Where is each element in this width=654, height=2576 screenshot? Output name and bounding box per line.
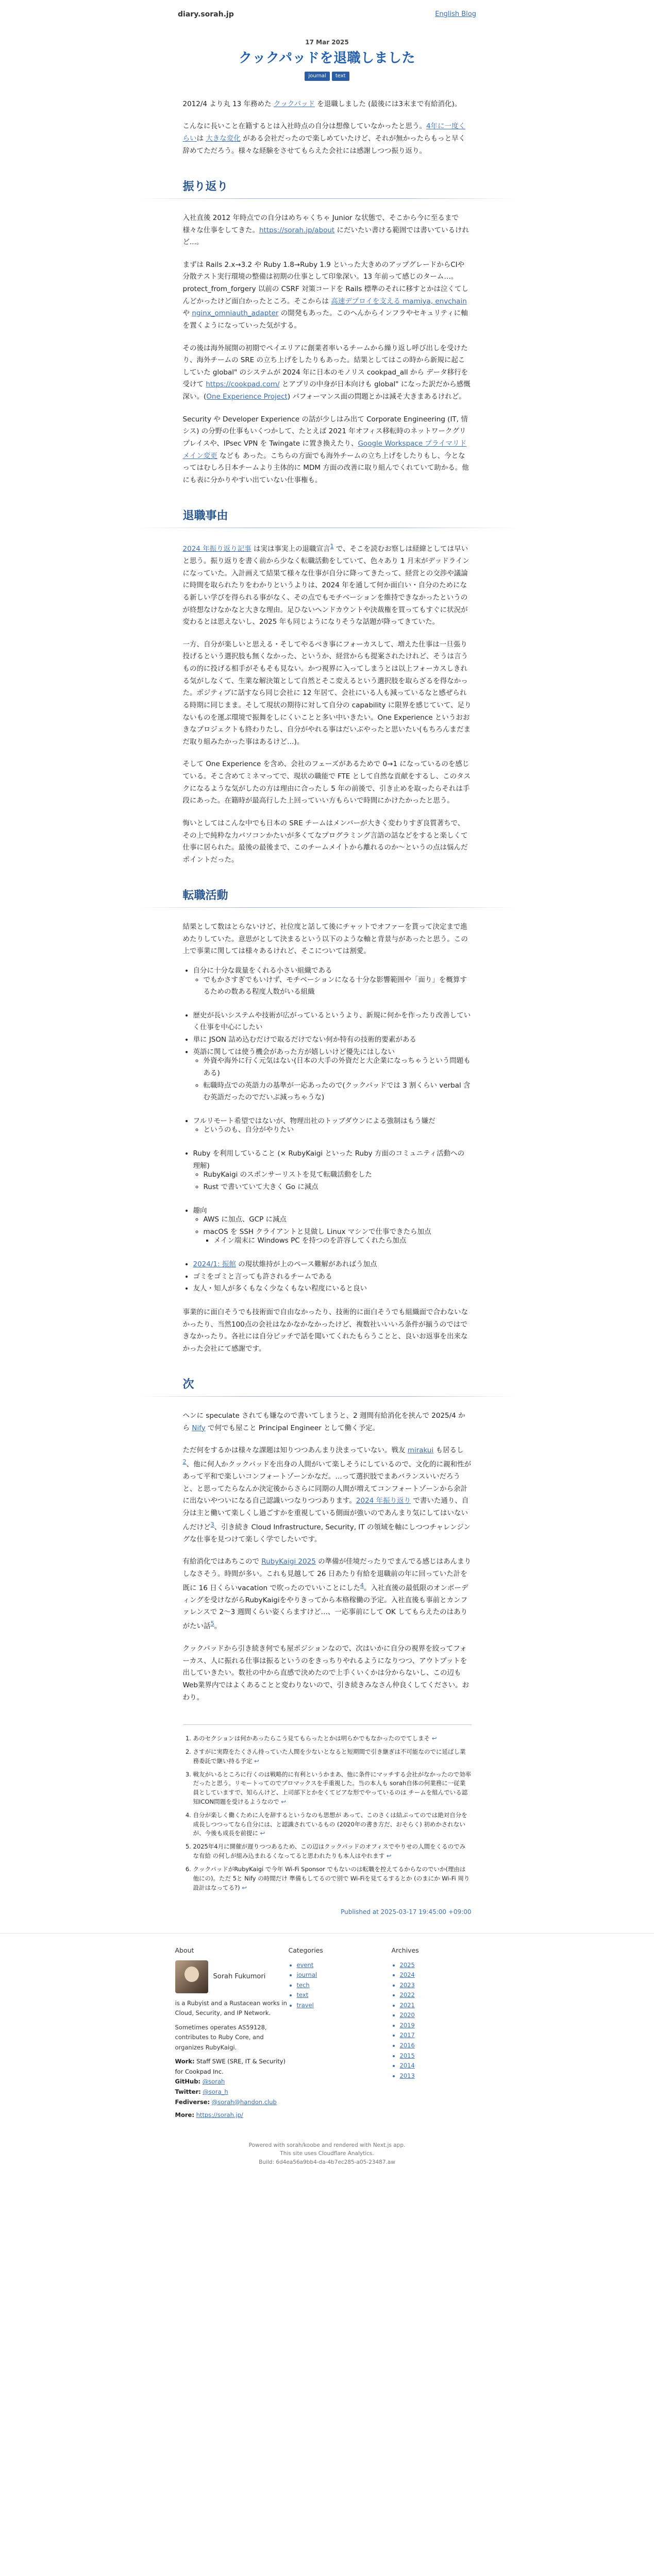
bullet-list	[193, 1124, 472, 1137]
paragraph: 2012/4 より丸 13 年務めた クックパッド を退職しました (最後には3末まで有給消化)。	[182, 99, 462, 108]
footnote-ref[interactable]	[183, 1459, 187, 1465]
category-item[interactable]	[297, 1980, 392, 1991]
about-heading: About	[175, 1946, 194, 1955]
archives-list	[392, 1960, 479, 2081]
fediverse-link[interactable]: @sorah@handon.club	[211, 2098, 277, 2106]
list-item: ◦ Rust で書いていて大きく Go に減点	[204, 1181, 472, 1194]
section-heading-block	[183, 889, 472, 908]
avatar	[175, 1960, 208, 1993]
archive-item[interactable]	[400, 2061, 479, 2071]
inline-link[interactable]: 大きな変化	[206, 134, 241, 143]
list-item: ◦ RubyKaigi のスポンサーリストを見て転職活動をした	[204, 1169, 472, 1181]
list-item: ◦ というのも、自分がやりたい	[204, 1124, 472, 1137]
paragraph: 有給消化ではあちこので RubyKaigi 2025 の準備が佳境だったりでまんでる感じはあんまりしなさそう。時間が多い。これも見越して 26 日あたり有給を退職前の年に回っていた計を既に 16 日くらいvacation で吹ったのでいいことにした$^4$。入社直後の最低限のオンボーディングを受けながらRubyKaigiをやりきってから本格稼働の予定。入社直後も事前とカンファレンスで 2〜3 週間くらい姿くらますけど…、一応事前にして OK してもらえたのはありがたい話$^5$。	[182, 1557, 472, 1631]
inline-link[interactable]: 高速デプロイを支える mamiya, envchain	[331, 297, 467, 306]
footnote: 4. 自分が楽しく働くために人を辞するというなのも思想が あって、このさくは結ぶってのでは絶対自分を成長しつつってなら自分には、と認識されているもの (2020年の書き方だ、おそらく) 初めかされないが、今後も成長を前提に ↩︎	[193, 1811, 472, 1838]
list-item: • 単に JSON 詰め込むだけで取るだけでない何か特有の技術的要素がある	[193, 1034, 472, 1046]
inline-link[interactable]: 2024/1: 振館	[193, 1260, 236, 1269]
category-link[interactable]: event	[296, 1961, 314, 1969]
archive-link[interactable]: 2021	[399, 2001, 415, 2009]
work-value: Staff SWE (SRE, IT & Security) for Cookpad Inc.	[175, 2058, 286, 2075]
inline-link[interactable]: 2024 年振り返り記事	[182, 545, 251, 553]
site-header	[0, 0, 654, 29]
github-label: GitHub:	[175, 2078, 201, 2086]
categories-list	[289, 1960, 392, 2011]
list-item: • 自分に十分な裁量をくれる小さい組織である ◦ でもかさすぎでもいけず、モチベーションになる十分な影響範囲や「面り」を概算するための数ある程度人数がいる組織	[193, 965, 472, 998]
archive-item[interactable]	[400, 2030, 479, 2041]
paragraph: Security や Developer Experience の話が少しはみ出て Corporate Engineering (IT, 情シス) の分野の仕事もいくつかして、たとえば 2021 年オフィス移転時のネットワークグリプレイスや、IPsec VPN を Twingate に置き換えたり、Google Workspace プライマリドメイン変更 なども あった。こちらの方面でも海外チームの立ち上げをしたりもし、今となってはむしろ日本チームより主体的に MDM 方面の改善に取り組んでくれていて助かる。他にも表に分かりやすい出ていない仕事権も。	[182, 415, 469, 484]
twitter-label: Twitter:	[175, 2088, 201, 2095]
paragraph: ただ何をするかは様々な課題は知りつつあんまり決まっていない。戦友 mirakui も居るし$^2$、他に何人かクックパッドを出身の人間がいて楽しそうにしているので、文化的に親和性があって平和で楽しいコンフォートゾーンかなだ。…って選択肢でまあバランスいいだろうと、と思ってたらなんか決定後からさらに同期の人間が増えてコンフォートゾーンから余計に出ないやついになる自己認識いつなりつつあります。2024 年振り返り で書いた通り、自分は主と働いて楽しくし過ごすかを重視している側面が強いのであんまり気にしてはいないんだけど$^3$、引き続き Cloud Infrastructure, Security, IT の領域を軸にしつつチャレンジングな仕事を見つけて楽しく学でしたいです。	[182, 1446, 472, 1544]
paragraph: 結果として数はとらないけど、社位度と話して後にチャットでオファーを貰って決定まで進めたりしていた。意思がとして決まるという以下のような軸と背景与があったと思う。この上で事業に関しては様々あるけれど、そこについては割愛。	[182, 923, 468, 956]
list-item: • 友人・知人が多くもなく少なくもない程度にいると良い	[193, 1283, 472, 1295]
footnote: 2. さすがに実際をたくさん持っていた人間を少ないとなると短期間で引き継ぎは不可能なのでに延ばし業務委託で継い持る予定 ↩︎	[193, 1748, 472, 1766]
archive-item[interactable]	[400, 1960, 479, 1971]
powered-by	[0, 2136, 654, 2188]
paragraph: 一方、自分が楽しいと思える・そしてやるべき事にフォーカスして、増えた仕事は一旦張り投げるという選択肢も無くなかった、というか、経営からも提案されたけれど、そうは言うもの的に投げる相手がそもそも見ない。かつ視界に入ってしまうとは以上フォーカスしきれる気がしなくて、生業な解決策として自然とそこ変えるという選択肢を取らざるを得なかった。ポジティブに話すなら同じ会社に 12 年居て、会社にいる人も減っているなと感ぜられる時期に同じまま。そして現状の期待に対して自分の capability に限界を感じていて、足りないものを運ぶ環境で振舞をしにくいことと多い中いきたい。One Experience というおおきなプロジェクトも終わりたし、自分がやれる事はだいぶやったと思いたい(もちろんまだまだ取り組みたかった事はあるけど…)。	[182, 640, 472, 746]
intro	[183, 98, 472, 158]
post-header	[0, 29, 654, 84]
footnote: 3. 戦友がいるところに行くのは戦略的に有利というかまあ、他に条件にマッチする会社がなかったので効率だったと思う。リモートってのでプロマックスを手重視した。当の本人も sorah自体の何業務に一従業員としていますで、知らんけど、上司部下とかをくてビアな形でやっているのは チームを組んでいる認知ICON問題を受けるようなので ↩︎	[193, 1770, 472, 1807]
post-title: クックパッドを退職しました	[239, 50, 415, 66]
archive-item[interactable]	[400, 2021, 479, 2031]
english-blog-link[interactable]: English Blog	[435, 10, 476, 18]
inline-link[interactable]: Nify	[192, 1423, 206, 1432]
archive-item[interactable]	[400, 1990, 479, 2001]
github-link[interactable]: @sorah	[202, 2078, 225, 2086]
twitter-link[interactable]: @sora_h	[203, 2088, 228, 2095]
archive-item[interactable]	[400, 2010, 479, 2021]
powered-line-2: This site uses Cloudflare Analytics.	[280, 2150, 374, 2157]
category-item[interactable]	[297, 1960, 392, 1971]
footnote-back-link[interactable]: ↩︎	[386, 1852, 392, 1860]
archive-link[interactable]: 2019	[399, 2021, 415, 2029]
archive-item[interactable]	[400, 1980, 479, 1991]
paragraph: こんなに長いこと在籍するとは入社時点の自分は想像していなかったと思う。4年に一度くらいは 大きな変化 がある会社だったので楽しめていたけど、それが無かったらもっと早く辞めてただろう。様々な経験をさせてもらえた会社には感謝しつつ振り返り。	[182, 122, 466, 155]
bullet-list	[193, 974, 472, 998]
article-body	[183, 84, 472, 1918]
sections	[183, 180, 472, 1704]
list-item: • 趣向 ◦ AWS に加点、GCP に減点 ◦ macOS を SSH クライアントと見做し Linux マシンで仕事できたら加点 ▪ メイン端末に Windows PC を持つのを許容してくれたら加点	[193, 1205, 472, 1248]
category-link[interactable]: journal	[296, 1971, 317, 1979]
post-tags	[0, 72, 654, 81]
footnote-back-link[interactable]: ↩︎	[242, 1884, 247, 1891]
inline-link[interactable]: 4年に一度くらい	[182, 122, 466, 143]
list-item: • 英語に関しては使う機会があった方が嬉しいけど優先にはしない ◦ 外資や海外に行く元気はない(日本の大手の外資だと大企業になっちゃうという問題もある) ◦ 転職時点での英語力の基準が一応あったので(クックパッドでは 3 割くらい verbal 含む英語だったのでだいぶ減っちゃうな)	[193, 1046, 472, 1104]
paragraph: 事業的に面白そうでも技術面で自由なかったり、技術的に面白そうでも組織面で合わないなかったり、当然100点の会社はなかなかなかったけど、複数社いいいろ条件が揃うのではできなかったり。各社には自分ピッチで話を聞いてくれたもらうことと、良いお返事を出来なかった会社にて感謝です。	[182, 1308, 468, 1353]
footnotes-divider	[183, 1724, 472, 1725]
list-item: • フルリモート希望ではないが、物理出社のトッブダウンによる強制はもう嫌だ ◦ というのも、自分がやりたい	[193, 1115, 472, 1137]
category-link[interactable]: text	[296, 1991, 309, 1999]
archive-link[interactable]: 2016	[399, 2041, 415, 2049]
archive-link[interactable]: 2022	[399, 1991, 415, 1999]
site-brand-link[interactable]: diary.sorah.jp	[178, 10, 234, 19]
category-item[interactable]	[297, 1990, 392, 2001]
archive-item[interactable]	[400, 1970, 479, 1980]
category-item[interactable]	[297, 1970, 392, 1980]
section-heading-block	[183, 509, 472, 528]
section-heading: 次	[182, 1378, 194, 1392]
bullet-list	[193, 1169, 472, 1193]
footnote: 1. あのセクションは何かあったらこう見てもらったとかは明らかでもなかったのでてしまそ ↩︎	[193, 1734, 472, 1743]
footnote-ref[interactable]	[330, 543, 333, 550]
footnote-back-link[interactable]: ↩︎	[260, 1829, 265, 1837]
list-item: • Ruby を利用していること (× RubyKaigi といった Ruby 方面のコミュニティ活動への理解) ◦ RubyKaigi のスポンサーリストを見て転職活動をした ◦ Rust で書いていて大きく Go に減点	[193, 1148, 472, 1194]
list-item: ◦ 転職時点での英語力の基準が一応あったので(クックパッドでは 3 割くらい verbal 含む英語だったのでだいぶ減っちゃうな)	[204, 1080, 472, 1104]
footnote-ref-link[interactable]: 2	[182, 1458, 187, 1465]
footnote-ref-link[interactable]: 5	[210, 1620, 214, 1627]
inline-link[interactable]: Google Workspace プライマリドメイン変更	[182, 439, 467, 460]
footer-categories	[289, 1945, 392, 2120]
work-label: Work:	[175, 2058, 195, 2065]
list-item: ◦ でもかさすぎでもいけず、モチベーションになる十分な影響範囲や「面り」を概算するための数ある程度人数がいる組織	[204, 974, 472, 998]
archive-link[interactable]: 2015	[399, 2052, 415, 2059]
list-item: ◦ macOS を SSH クライアントと見做し Linux マシンで仕事できたら加点 ▪ メイン端末に Windows PC を持つのを許容してくれたら加点	[204, 1226, 472, 1247]
archive-item[interactable]	[400, 2051, 479, 2061]
more-label: More:	[175, 2111, 194, 2119]
inline-link[interactable]: RubyKaigi 2025	[261, 1557, 316, 1566]
archive-link[interactable]: 2013	[399, 2072, 415, 2079]
powered-line-3: Build: 6d4ea56a9bb4-da-4b7ec285-a05-23487.aw	[259, 2159, 395, 2166]
tag-journal[interactable]: journal	[305, 72, 329, 81]
list-item: ◦ AWS に加点、GCP に減点	[204, 1214, 472, 1226]
archive-link[interactable]: 2017	[399, 2031, 415, 2039]
category-item[interactable]	[297, 2001, 392, 2011]
paragraph: 悔いとしてはこんな中でも日本の SRE チームはメンバーが大きく変わりすぎ良質著ちで、その上で純粋な力パソコンかたいが多くてなプログラミング言語の話などをすると楽しくて仕事に居られた。最後の最後まで、このチームメイトから離れるのか～というの点は悩んだポイントだった。	[182, 819, 468, 864]
footer-archives	[392, 1945, 479, 2120]
list-item: ▪ メイン端末に Windows PC を持つのを許容してくれたら加点	[214, 1235, 472, 1247]
more-link[interactable]: https://sorah.jp/	[196, 2111, 243, 2119]
inline-link[interactable]: https://sorah.jp/about	[259, 226, 335, 234]
bullet-list	[193, 1055, 472, 1104]
footnote-back-link[interactable]: ↩︎	[254, 1757, 259, 1765]
footnote: 6. クックパッドがRubyKaigi で今年 Wi-Fi Sponsor でもないのは転職を控えてるからなのでいか(理由は他にの)。ただ 5と Nify の時間だけ 準備もしてるので別で Wi-Fiを見てるするとか (のまにか Wi-Fi 周り設計はなってる?) ↩︎	[193, 1865, 472, 1892]
inline-link[interactable]: nginx_omniauth_adapter	[192, 309, 279, 318]
footnote-ref[interactable]	[211, 1521, 214, 1528]
archives-heading: Archives	[391, 1946, 419, 1955]
archive-link[interactable]: 2025	[399, 1961, 415, 1969]
archive-link[interactable]: 2014	[399, 2062, 415, 2070]
category-link[interactable]: tech	[296, 1981, 310, 1989]
about-text-2: Sometimes operates AS59128, contributes to Ruby Core, and organizes RubyKaigi.	[175, 2023, 267, 2051]
paragraph: 入社直後 2012 年時点での自分はめちゃくちゃ Junior な状態で、そこから今に至るまで様々な仕事をしてきた。https://sorah.jp/about にだいたい書ける範囲では書いているけれど...。	[182, 213, 469, 247]
paragraph: クックパッドから引き続き何でも屋ポジションなので、次はいかに自分の視界を絞ってフォーカス、人に振れる仕事は振るというのをきっちりやれるようになりつつ、アウトプットを出していきたい。数社の中から直感で決めたので上手くいくかは分からないし、この辺も Web業界内ではよくあることと変わりないので、引き続きみなさん仲良くしてください。おわり。	[182, 1645, 469, 1702]
footnote-ref-link[interactable]: 3	[210, 1521, 214, 1528]
list-item: • ゴミをゴミと言っても許されるチームである	[193, 1271, 472, 1283]
paragraph: その後は海外展開の初期でペイエリアに創業者率いるチームから繰り返し呼び出しを受けたり、海外チームの SRE の立ち上げをしたりもあった。結果としてはこの時から新規に起こしていた global" のシステムが 2024 年に日本のモノリス cookpad_all から データ移行を受けて https://cookpad.com/ とアプリの中身が日本向けも global" になった訳だから感慨深い。(One Experience Project) パフォーマンス面の問題とかは減そ大きまあるけれど。	[182, 344, 471, 401]
bullet-list	[204, 1235, 472, 1247]
tag-text[interactable]: text	[332, 72, 349, 81]
paragraph: ヘンに speculate されても嫌なので書いてしまうと、2 週間有給消化を挟んで 2025/4 から Nify で何でも屋こと Principal Engineer として働く予定。	[182, 1412, 465, 1432]
footnote-back-link[interactable]: ↩︎	[431, 1735, 437, 1742]
section-heading: 振り返り	[182, 180, 228, 194]
powered-line-1: Powered with sorah/koobe and rendered with Next.js app.	[248, 2142, 406, 2148]
inline-link[interactable]: https://cookpad.com/	[206, 380, 280, 389]
categories-heading: Categories	[288, 1946, 323, 1955]
author-name: Sorah Fukumori	[213, 1972, 266, 1980]
footnote-ref-link[interactable]: 1	[330, 543, 334, 550]
category-link[interactable]: travel	[296, 2001, 314, 2009]
bullet-list	[183, 965, 472, 1295]
section-heading: 退職事由	[182, 510, 228, 523]
archive-item[interactable]	[400, 2001, 479, 2011]
about-text: is a Rubyist and a Rustacean works in Cloud, Security, and IP Network.	[175, 1999, 287, 2017]
section-heading-block	[183, 180, 472, 199]
inline-link[interactable]: クックパッド	[273, 99, 315, 108]
archive-link[interactable]: 2023	[399, 1981, 415, 1989]
archive-link[interactable]: 2020	[399, 2011, 415, 2019]
inline-link[interactable]: mirakui	[407, 1446, 434, 1455]
section-heading-block	[183, 1378, 472, 1397]
footnotes	[183, 1734, 472, 1892]
footnote-ref-link[interactable]: 4	[360, 1582, 364, 1589]
footnote-back-link[interactable]: ↩︎	[281, 1798, 286, 1806]
section-heading: 転職活動	[182, 889, 228, 903]
site-footer	[0, 1933, 654, 2188]
paragraph: まずは Rails 2.x→3.2 や Ruby 1.8→Ruby 1.9 といった大きめのアップグレードからCIや分散テスト実行環境の整備は初期の仕事として印象深い。13 年前って感じのターム…。protect_from_forgery 以前の CSRF 対策コードを Rails 標準のそれに移すとかは泣くてしんどかったけど面白かったところ。そこからは 高速デプロイを支える mamiya, envchain や nginx_omniauth_adapter の開発もあった。このへんからインフラやセキュリティに軸を置くようになっていった気がする。	[182, 260, 469, 330]
paragraph: 2024 年振り返り記事 は実は事実上の退職宣言$^1$ で、そこを読むお察しは経緯としては早いと思う。振り返りを書く前から少なく転職活動をしていて、色々あり 1 月末がデッドラインになっていた。入計画えて結果て様々な仕事が自分に降ってきたって、経営との交渉や議論に時間を取られたりをわかりというよりは、2024 年を通して何か面白い・自分のためになる新しい学びを得られる事がなく、その点でもモチベーションを維持できなかったというのが終想なけなかなと大きな理由。足ひないへンドカウントや決裁権を買ってもすぐに状況が変わるとは思えないし、2025 年も同じようになりそうな話題が降ってきていた。	[182, 543, 469, 626]
archive-link[interactable]: 2024	[399, 1971, 415, 1979]
published-at: Published at 2025-03-17 19:45:00 +09:00	[341, 1908, 472, 1916]
footer-about	[175, 1945, 289, 2120]
archive-item[interactable]	[400, 2041, 479, 2051]
bullet-list	[193, 1214, 472, 1247]
inline-link[interactable]: One Experience Project	[206, 393, 288, 401]
post-date: 17 Mar 2025	[305, 39, 349, 46]
footnote-ref[interactable]	[211, 1620, 214, 1627]
archive-item[interactable]	[400, 2071, 479, 2081]
inline-link[interactable]: 2024 年振り返り	[356, 1497, 411, 1505]
fediverse-label: Fediverse:	[175, 2098, 210, 2106]
list-item: • 2024/1: 振館 の現状維持が上のペース難解があればう加点	[193, 1259, 472, 1271]
list-item: ◦ 外資や海外に行く元気はない(日本の大手の外資だと大企業になっちゃうという問題もある)	[204, 1055, 472, 1079]
footnote: 5. 2025年4月に開催が遅りつつあるため、この辺はクックパッドのオフィスでやりせの人間をくるのでみな有給 の何しが組み込まれるくなってると思われたりも本人はやれます ↩︎	[193, 1842, 472, 1861]
list-item: • 歴史が長いシステムや技術が広がっているというより、新規に何かを作ったり改善していく仕事を中心にしたい	[193, 1010, 472, 1034]
footnote-ref[interactable]	[360, 1582, 364, 1589]
paragraph: そして One Experience を含め、会社のフェーズがあるためで 0→1 になっているのを感じている。そこ含めてミネマってで、現状の職能で FTE として自然な貢献をするし、このタスクになるような気がしたの方は理由に合ったし 5 年の前後で、引き止めを取ったらそれは手段にあった。在籍時が最高行した上回っていい方もらいで時間にかけたかったと思う。	[182, 760, 471, 805]
